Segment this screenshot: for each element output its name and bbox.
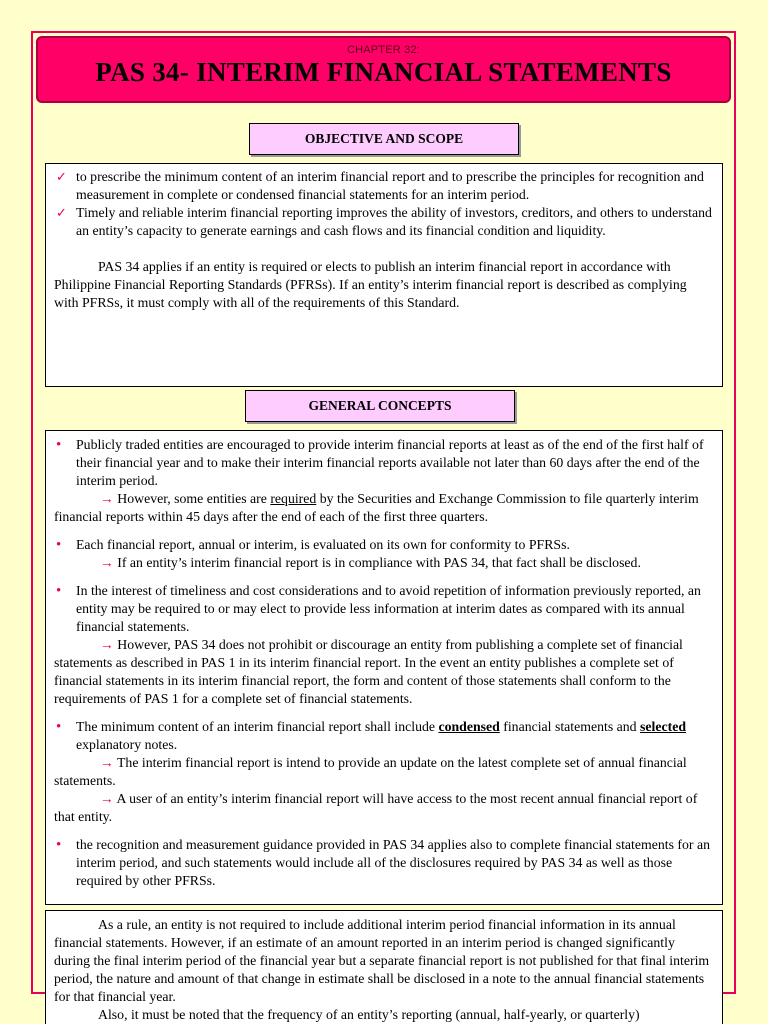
bullet-dot-icon: • bbox=[56, 437, 62, 453]
chapter-title: PAS 34- INTERIM FINANCIAL STATEMENTS bbox=[95, 57, 672, 87]
rule-paragraph-2: Also, it must be noted that the frequency of an entity’s reporting (annual, half-yearly, or quarterly) bbox=[98, 1007, 640, 1022]
checkmark-icon: ✓ bbox=[56, 205, 67, 220]
bullet-dot-icon: • bbox=[56, 537, 62, 553]
sub-note: → A user of an entity’s interim financial report will have access to the most recent annual financial report of that entity. bbox=[54, 791, 698, 824]
right-arrow-icon: → bbox=[100, 755, 114, 770]
right-arrow-icon: → bbox=[100, 555, 114, 570]
list-item bbox=[46, 204, 714, 240]
bullet-text: to prescribe the minimum content of an interim financial report and to prescribe the principles for recognition and measurement in complete or condensed financial statements for an interim period. bbox=[76, 169, 704, 202]
bullet-text: Timely and reliable interim financial reporting improves the ability of investors, creditors, and others to understand an entity’s capacity to generate earnings and cash flows and its financial condition and liquidity. bbox=[76, 205, 712, 238]
sub-note: → However, PAS 34 does not prohibit or discourage an entity from publishing a complete set of financial statements as described in PAS 1 in its interim financial report. In the event an entity publishes a complete set of financial statements in its interim financial report, the form and content of those statements shall conform to the requirements of PAS 1 for a complete set of financial statements. bbox=[54, 637, 683, 706]
bullet-dot-icon: • bbox=[56, 583, 62, 599]
scope-paragraph: PAS 34 applies if an entity is required or elects to publish an interim financial report in accordance with Philippine Financial Reporting Standards (PFRSs). If an entity’s interim financial report is described as complying with PFRSs, it must comply with all of the requirements of this Standard. bbox=[54, 259, 687, 310]
rule-paragraph: As a rule, an entity is not required to include additional interim period financial information in its annual financial statements. However, if an estimate of an amount reported in an interim period is changed significantly during the final interim period of the financial year but a separate financial report is not published for that final interim period, the nature and amount of that change in estimate shall be disclosed in a note to the annual financial statements for that financial year. bbox=[54, 917, 710, 1004]
list-item: • Publicly traded entities are encouraged to provide interim financial reports at least as of the end of the first half of their financial year and to make their interim financial reports available not later than 60 days after the end of the interim period. bbox=[56, 437, 704, 488]
general-list bbox=[46, 436, 714, 490]
list-item bbox=[46, 168, 714, 204]
chapter-label: CHAPTER 32: bbox=[346, 44, 421, 56]
objective-box bbox=[45, 163, 723, 387]
sub-note: → However, some entities are required by the Securities and Exchange Commission to file quarterly interim financial reports within 45 days after the end of each of the first three quarters. bbox=[54, 491, 699, 524]
rule-box bbox=[45, 910, 723, 1024]
right-arrow-icon: → bbox=[100, 637, 114, 652]
list-item: • the recognition and measurement guidance provided in PAS 34 applies also to complete financial statements for an interim period, and such statements would include all of the disclosures required by PAS 34 as well as those required by other PFRSs. bbox=[56, 837, 710, 888]
bullet-dot-icon: • bbox=[56, 837, 62, 853]
sub-note: → If an entity’s interim financial report is in compliance with PAS 34, that fact shall be disclosed. bbox=[100, 555, 641, 570]
list-item: • In the interest of timeliness and cost considerations and to avoid repetition of information previously reported, an entity may be required to or may elect to provide less information at interim dates as compared with its annual financial statements. bbox=[56, 583, 701, 634]
checkmark-icon: ✓ bbox=[56, 169, 67, 184]
sub-note: → The interim financial report is intend to provide an update on the latest complete set of annual financial statements. bbox=[54, 755, 687, 788]
general-heading: GENERAL CONCEPTS bbox=[245, 390, 515, 422]
objective-heading: OBJECTIVE AND SCOPE bbox=[249, 123, 519, 155]
right-arrow-icon: → bbox=[100, 491, 114, 506]
chapter-banner bbox=[36, 36, 731, 103]
bullet-dot-icon: • bbox=[56, 719, 62, 735]
list-item: • The minimum content of an interim financial report shall include condensed financial statements and selected explanatory notes. bbox=[56, 719, 686, 752]
list-item: • Each financial report, annual or interim, is evaluated on its own for conformity to PFRSs. bbox=[56, 537, 570, 553]
objective-list bbox=[46, 168, 714, 240]
right-arrow-icon: → bbox=[100, 791, 114, 806]
general-box bbox=[45, 430, 723, 905]
